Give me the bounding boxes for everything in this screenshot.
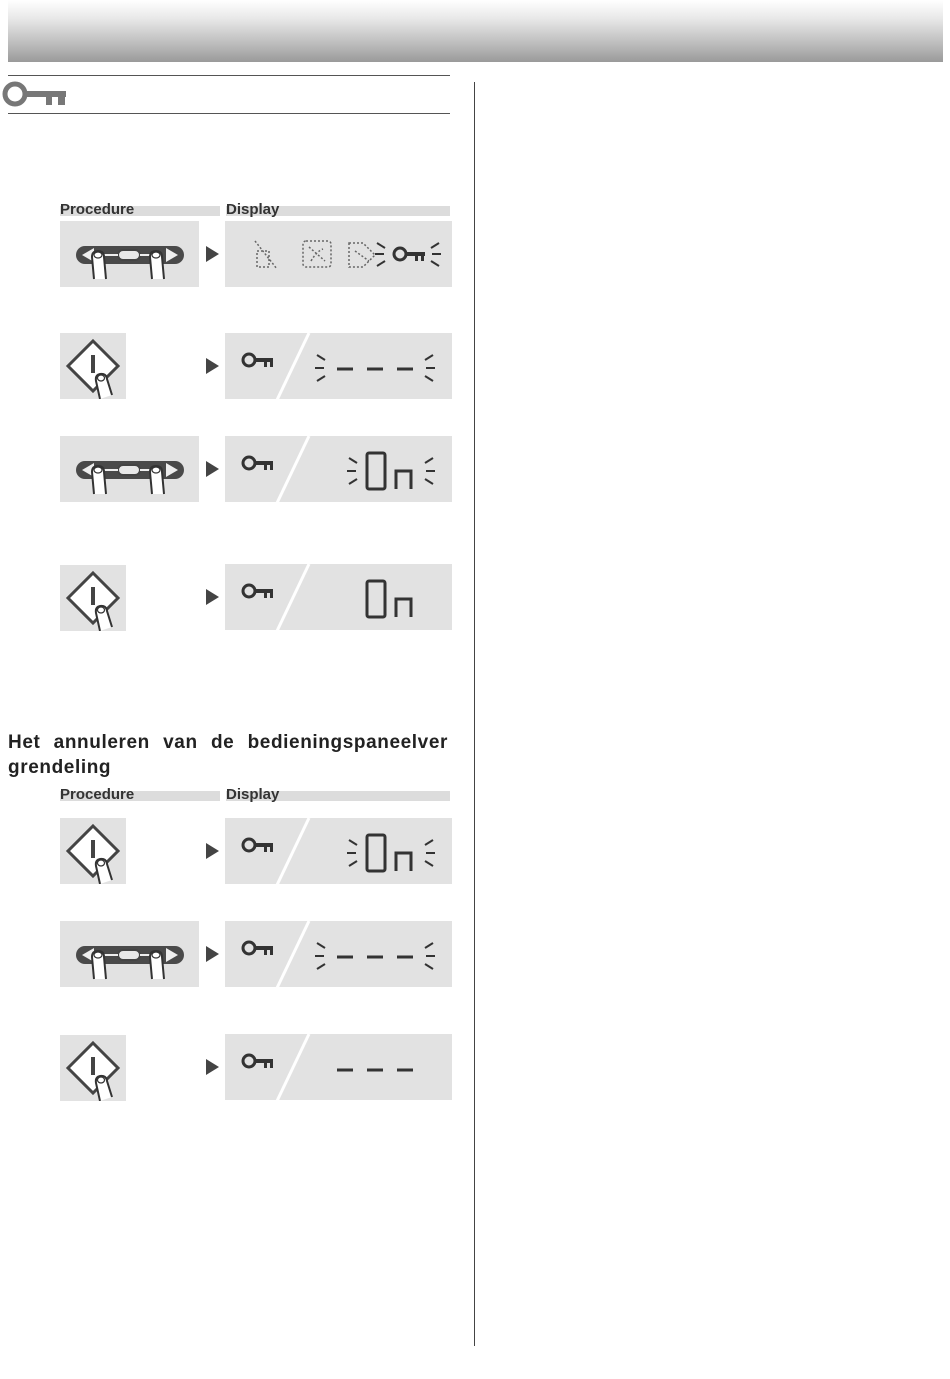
column-divider [474, 82, 475, 1346]
unlock-display-step-1 [225, 818, 452, 884]
procedure-header [60, 786, 220, 803]
unlock-procedure-step-3 [60, 1035, 126, 1101]
display-step-4 [225, 564, 452, 630]
unlock-section-title: Het annuleren van de bedieningspaneelver grendeling [8, 732, 448, 778]
title-rule-bottom [8, 113, 450, 114]
display-header [226, 786, 450, 803]
procedure-label: Procedure [60, 786, 135, 803]
step-arrow-icon [206, 589, 219, 605]
key-on-blinking-display [225, 436, 452, 502]
header-bar [8, 0, 943, 62]
step-arrow-icon [206, 1059, 219, 1075]
double-arrow-buttons-icon [60, 921, 199, 987]
display-header [226, 201, 450, 218]
double-arrow-buttons-icon [60, 221, 199, 287]
display-step-3 [225, 436, 452, 502]
procedure-header [60, 201, 220, 218]
unlock-procedure-step-2 [60, 921, 199, 987]
key-dashes-blinking-display [225, 333, 452, 399]
mode-icons-display [225, 221, 452, 287]
power-button-icon [60, 1035, 126, 1101]
step-arrow-icon [206, 843, 219, 859]
power-button-icon [60, 333, 126, 399]
display-step-1 [225, 221, 452, 287]
power-button-icon [60, 565, 126, 631]
key-on-display [225, 564, 452, 630]
display-step-2 [225, 333, 452, 399]
title-rule-top [8, 75, 450, 76]
key-dashes-blinking-display [225, 921, 452, 987]
procedure-step-1 [60, 221, 199, 287]
step-arrow-icon [206, 461, 219, 477]
key-icon [2, 80, 68, 110]
power-button-icon [60, 818, 126, 884]
procedure-step-2 [60, 333, 126, 399]
procedure-label: Procedure [60, 201, 135, 218]
unlock-display-step-2 [225, 921, 452, 987]
step-arrow-icon [206, 358, 219, 374]
display-label: Display [226, 786, 280, 803]
step-arrow-icon [206, 946, 219, 962]
step-arrow-icon [206, 246, 219, 262]
key-on-blinking-display [225, 818, 452, 884]
display-label: Display [226, 201, 280, 218]
unlock-display-step-3 [225, 1034, 452, 1100]
procedure-step-4 [60, 565, 126, 631]
unlock-procedure-step-1 [60, 818, 126, 884]
key-dashes-display [225, 1034, 452, 1100]
procedure-step-3 [60, 436, 199, 502]
double-arrow-buttons-icon [60, 436, 199, 502]
